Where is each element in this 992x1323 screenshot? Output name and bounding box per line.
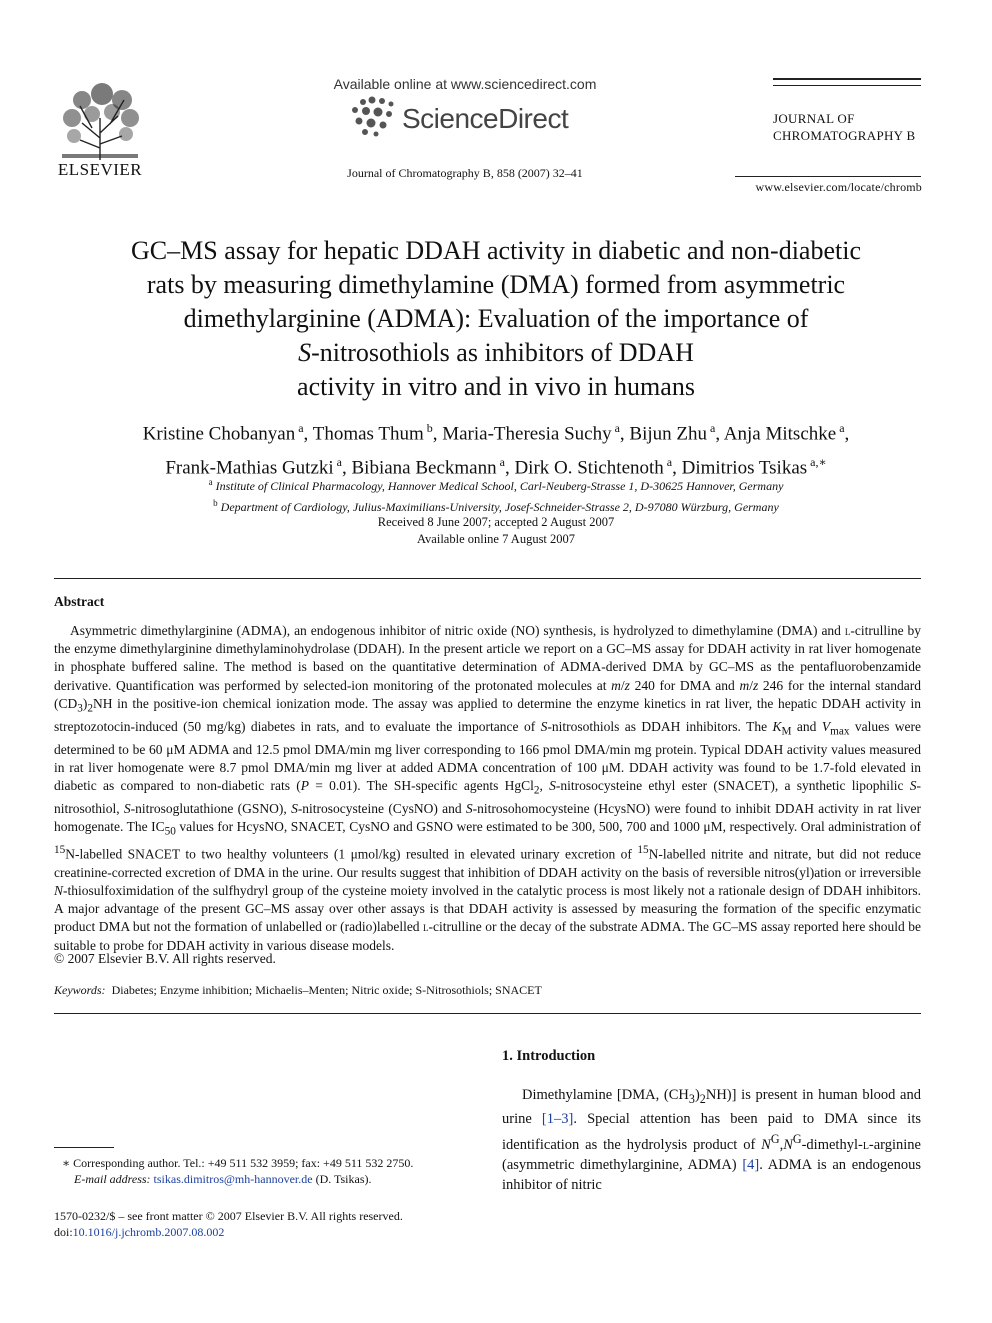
sciencedirect-wordmark: ScienceDirect [402, 103, 569, 134]
author-name: Maria-Theresia Suchy [442, 423, 612, 445]
author-affiliation-mark: a [295, 421, 304, 435]
author-line-2: Frank-Mathias Gutzki $^a$, Bibiana Beckmann $^a$, Dirk O. Stichtenoth $^a$, Dimitrios Tsikas $^{a,∗}$ [165, 455, 827, 479]
author-name: Dirk O. Stichtenoth [514, 457, 664, 479]
title-line: S-nitrosothiols as inhibitors of DDAH [298, 338, 694, 367]
email-link[interactable]: tsikas.dimitros@mh-hannover.de [153, 1172, 313, 1186]
received-date: Received 8 June 2007; accepted 2 August 2007 [377, 515, 615, 529]
author-name: Anja Mitschke [723, 423, 837, 445]
section-heading-introduction: 1. Introduction [502, 1048, 596, 1064]
divider [54, 1013, 921, 1014]
author-name: Dimitrios Tsikas [681, 457, 808, 479]
title-line: dimethylarginine (ADMA): Evaluation of the importance of [183, 304, 809, 333]
doi-line [54, 1224, 224, 1240]
author-name: Thomas Thum [312, 423, 424, 445]
copyright-line: © 2007 Elsevier B.V. All rights reserved. [54, 951, 276, 966]
author-name: Kristine Chobanyan [142, 423, 296, 445]
author-affiliation-mark: a [333, 455, 342, 470]
author-line-1: Kristine Chobanyan $^a$, Thomas Thum $^b$, Maria-Theresia Suchy $^a$, Bijun Zhu $^a$, Anja Mitschke $^a$, [142, 421, 850, 445]
publisher-wordmark: ELSEVIER [57, 160, 143, 179]
email-suffix: (D. Tsikas). [312, 1172, 372, 1186]
title-line: activity in vitro and in vivo in humans [297, 372, 695, 401]
journal-name-line1: JOURNAL OF [773, 111, 855, 126]
author-name: Bijun Zhu [629, 423, 708, 445]
author-affiliation-mark: a [707, 421, 716, 435]
divider [54, 578, 921, 579]
keywords [54, 983, 542, 998]
introduction-body: Dimethylamine [DMA, $(CH_3)_2NH$)] is present in human blood and urine [1–3]. Special attention has been paid to DMA since its identification as the hydrolysis product of $N^G,N^G-dimethyl-l$-arginine (asymmetric dimethylarginine, ADMA) [4]. ADMA is an endogenous inhibitor of nitric [502, 1087, 921, 1193]
footnote-rule [54, 1147, 114, 1148]
journal-rule-bottom [735, 176, 921, 177]
title-line: GC–MS assay for hepatic DDAH activity in diabetic and non-diabetic [131, 236, 861, 265]
journal-url-link[interactable]: www.elsevier.com/locate/chromb [755, 180, 922, 194]
author-affiliation-mark: a [611, 421, 620, 435]
abstract-heading: Abstract [54, 594, 105, 609]
doi-link[interactable]: 10.1016/j.jchromb.2007.08.002 [72, 1225, 225, 1239]
article-title [60, 234, 932, 404]
email-note [74, 1171, 504, 1187]
journal-reference: Journal of Chromatography B, 858 (2007) 32–41 [347, 166, 583, 180]
issn-line: 1570-0232/$ – see front matter © 2007 Elsevier B.V. All rights reserved. [54, 1209, 403, 1223]
email-label: E-mail address: [74, 1172, 151, 1186]
article-dates [60, 514, 932, 548]
affiliation-text: Department of Cardiology, Julius-Maximilians-University, Josef-Schneider-Strasse 2, D-97080 Würzburg, Germany [220, 500, 779, 514]
available-online-text: Available online at www.sciencedirect.com [333, 76, 597, 92]
affiliation-text: Institute of Clinical Pharmacology, Hannover Medical School, Carl-Neuberg-Strasse 1, D-30625 Hannover, Germany [215, 479, 784, 493]
corresponding-author-note: ∗ Corresponding author. Tel.: +49 511 532 3959; fax: +49 511 532 2750. [62, 1156, 414, 1170]
doi-label: doi: [54, 1225, 73, 1239]
title-line: rats by measuring dimethylamine (DMA) formed from asymmetric [146, 270, 846, 299]
author-name: Bibiana Beckmann [351, 457, 497, 479]
affiliations [60, 474, 932, 516]
affiliation-b [60, 495, 932, 516]
author-name: Frank-Mathias Gutzki [165, 457, 334, 479]
journal-rule-top-thin [773, 85, 921, 86]
affiliation-mark: a [208, 477, 213, 487]
journal-name-line2: CHROMATOGRAPHY B [773, 128, 916, 143]
affiliation-a [60, 474, 932, 495]
keywords-label: Keywords: [54, 983, 106, 997]
journal-rule-top [773, 78, 921, 80]
citation-link[interactable]: [1–3] [541, 1110, 574, 1127]
author-affiliation-mark: a [663, 455, 673, 470]
author-list [60, 414, 932, 483]
author-affiliation-mark: a [496, 455, 505, 470]
author-affiliation-mark: a,∗ [807, 455, 827, 470]
journal-name [773, 110, 915, 144]
abstract-body: Asymmetric dimethylarginine (ADMA), an endogenous inhibitor of nitric oxide (NO) synthesis, is hydrolyzed to dimethylamine (DMA) and l-citrulline by the enzyme dimethylarginine dimethylaminohydrolase (DDAH). In the present article we report on a GC–MS assay for DDAH activity in rat liver homogenate in phosphate buffered saline. The method is based on the quantitative determination of ADMA-derived DMA by GC–MS as the pentafluorobenzamide derivative. Quantification was performed by selected-ion monitoring of the protonated molecules at m/z 240 for DMA and m/z 246 for the internal standard $(CD_3)_2NH$ in the positive-ion chemical ionization mode. The assay was applied to determine the enzyme kinetics in rat liver, the hepatic DDAH activity in streptozotocin-induced (50 mg/kg) diabetes in rats, and to evaluate the importance of S-nitrosothiols as DDAH inhibitors. The $K_M$ and $V_{max}$ values were determined to be 60 μM ADMA and 12.5 pmol DMA/min mg liver corresponding to 166 pmol DMA/min mg protein. Typical DDAH activity values measured in rat liver homogenate were 8.7 pmol DMA/min mg liver at added ADMA concentration of 100 μM. DDAH activity was found to be 1.7-fold elevated in diabetic as compared to non-diabetic rats (P = 0.01). The SH-specific agents HgCl$_2$, S-nitrosocysteine ethyl ester (SNACET), a synthetic lipophilic S-nitrosothiol, S-nitrosoglutathione (GSNO), S-nitrosocysteine (CysNO) and S-nitrosohomocysteine (HcysNO) were found to inhibit DDAH activity in rat liver homogenate. The $IC_{50}$ values for HcysNO, SNACET, CysNO and GSNO were estimated to be 300, 500, 700 and 1000 μM, respectively. Oral administration of $^{15}$N-labelled SNACET to two healthy volunteers (1 μmol/kg) resulted in elevated urinary excretion of $^{15}$N-labelled nitrite and nitrate, but did not reduce creatinine-corrected excretion of DMA in the urine. Our results suggest that inhibition of DDAH activity on the basis of reversible nitros(yl)ation or irreversible N-thiosulfoximidation of the sulfhydryl group of the cysteine moiety involved in the catalytic process is most likely not a rationale design of DDAH inhibitors. A major advantage of the present GC–MS assay over other assays is that DDAH activity is assessed by measuring the formation of the specific enzymatic product DMA but not the formation of unlabelled or (radio)labelled l-citrulline or the decay of the substrate ADMA. The GC–MS assay reported here should be suitable to probe for DDAH activity in various disease models. [54, 623, 922, 953]
author-affiliation-mark: a [836, 421, 845, 435]
citation-link[interactable]: [4] [742, 1156, 760, 1173]
keywords-list: Diabetes; Enzyme inhibition; Michaelis–Menten; Nitric oxide; S-Nitrosothiols; SNACET [111, 983, 542, 997]
available-date: Available online 7 August 2007 [416, 532, 576, 546]
affiliation-mark: b [213, 498, 218, 508]
author-affiliation-mark: b [423, 421, 433, 435]
